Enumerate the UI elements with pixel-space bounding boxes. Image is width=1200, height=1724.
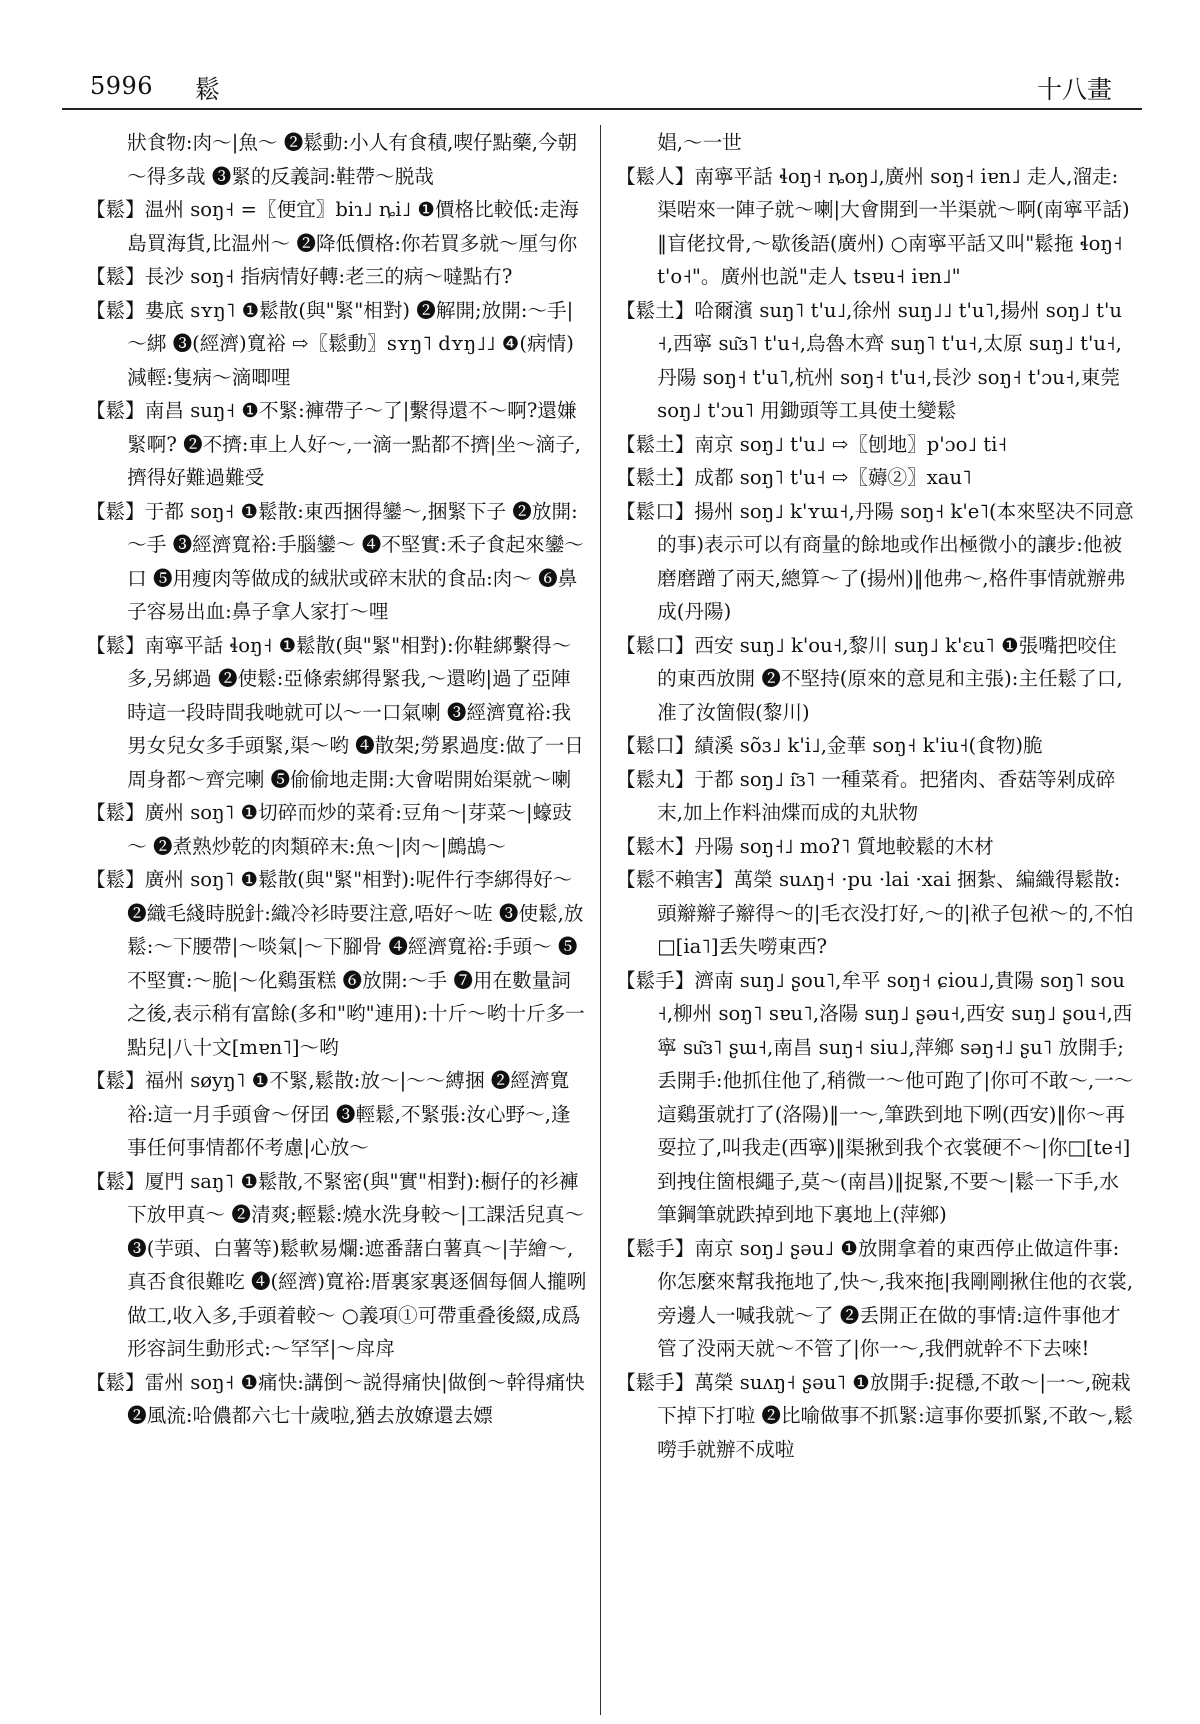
dictionary-entry: 【鬆口】績溪 sõɜ˩ k'i˩,金華 soŋ˧ k'iu˧(食物)脆 [616, 734, 1043, 757]
dictionary-entry: 【鬆】長沙 soŋ˧ 指病情好轉:老三的病～噠點冇? [86, 265, 513, 288]
dictionary-entry: 【鬆】于都 soŋ˧ ❶鬆散:東西捆得鑾～,捆緊下子 ❷放開:～手 ❸經濟寬裕:手腦鑾～ ❹不堅實:禾子食起來鑾～口 ❺用瘦肉等做成的絨狀或碎末狀的食品:肉～ ❻鼻子容易出血:鼻子拿人家打～哩 [86, 499, 584, 623]
dictionary-entry: 【鬆丸】于都 soŋ˩ i͂ɜ˥ 一種菜肴。把猪肉、香菇等剁成碎末,加上作料油煠而成的丸狀物 [616, 767, 1116, 824]
dictionary-entry: 【鬆口】西安 suŋ˩ k'ou˧,黎川 suŋ˩ k'ɛu˥ ❶張嘴把咬住的東西放開 ❷不堅持(原來的意見和主張):主任鬆了口,准了汝箇假(黎川) [616, 633, 1123, 724]
dictionary-entry: 【鬆土】南京 soŋ˩ t'u˩ ⇨〖刨地〗p'ɔo˩ ti˧ [616, 432, 1008, 456]
column-divider [600, 125, 601, 1715]
dictionary-entry: 【鬆木】丹陽 soŋ˧˩ moʔ˥ 質地較鬆的木材 [616, 834, 994, 858]
dictionary-entry: 【鬆不賴害】萬榮 suʌŋ˧ ·pu ·lai ·xai 捆紮、編織得鬆散:頭辮辮子辮得～的|毛衣没打好,～的|袱子包袱～的,不怕□[ia˥]丢失嘮東西? [616, 868, 1134, 958]
dictionary-entry: 【鬆】南昌 suŋ˧ ❶不緊:褲帶子～了|繫得還不～啊?還嫌緊啊? ❷不擠:車上人好～,一滴一點都不擠|坐～滴子,擠得好難過難受 [86, 399, 582, 489]
dictionary-entry: 【鬆手】濟南 suŋ˩ ʂou˥,牟平 soŋ˧ ɕiou˩,貴陽 soŋ˥ sou˧,柳州 soŋ˥ sɐu˥,洛陽 suŋ˩ ʂəu˧,西安 suŋ˩ ʂou˧,西寧 su͂ɜ˥ ʂɯ˧,南昌 suŋ˧ siu˩,萍鄉 səŋ˧˩ ʂu˥ 放開手;丢開手:他抓住他了,稍微一～他可跑了|你可不敢～,一～這鷄蛋就打了(洛陽)‖一～,筆跌到地下咧(西安)‖你～再耍拉了,叫我走(西寧)‖渠揪到我个衣裳硬不～|你□[te˧]到拽住箇根繩子,莫～(南昌)‖捉緊,不要～|鬆一下手,水筆鋼筆就跌掉到地下裏地上(萍鄉) [616, 968, 1134, 1226]
left-column [86, 126, 588, 1433]
dictionary-entry: 【鬆】福州 søyŋ˥ ❶不緊,鬆散:放～|～～縛捆 ❷經濟寬裕:這一月手頭會～伢囝 ❸輕鬆,不緊張:汝心野～,逢事任何事情都伓考慮|心放～ [86, 1069, 571, 1159]
dictionary-entry: 【鬆】廣州 soŋ˥ ❶鬆散(與"緊"相對):呢件行李綁得好～ ❷織毛綫時脱針:織冷衫時要注意,唔好～咗 ❸使鬆,放鬆:～下腰帶|～啖氣|～下腳骨 ❹經濟寬裕:手頭～ ❺不堅實:～脆|～化鷄蛋糕 ❻放開:～手 ❼用在數量詞之後,表示稍有富餘(多和"哟"連用):十斤～哟十斤多一點兒|八十文[mɐn˥]～哟 [86, 868, 585, 1059]
head-character: 鬆 [195, 75, 221, 104]
dictionary-entry: 【鬆】婁底 sʏŋ˥ ❶鬆散(與"緊"相對) ❷解開;放開:～手|～綁 ❸(經濟)寬裕 ⇨〖鬆動〗sʏŋ˥ dʏŋ˩˩ ❹(病情)減輕:隻病～滴唧哩 [86, 298, 574, 389]
dictionary-entry: 【鬆口】揚州 soŋ˩ k'ʏɯ˧,丹陽 soŋ˧ k'e˥(本來堅决不同意的事)表示可以有商量的餘地或作出極微小的讓步:他被磨磨蹭了兩天,總算～了(揚州)‖他弗～,格件事情就辦弗成(丹陽) [616, 499, 1134, 623]
dictionary-entry: 【鬆土】哈爾濱 suŋ˥ t'u˩,徐州 suŋ˩˩ t'u˥,揚州 soŋ˩ t'u˧,西寧 su͂ɜ˥ t'u˧,烏魯木齊 suŋ˥ t'u˧,太原 suŋ˩ t'u˧,丹陽 soŋ˧ t'u˥,杭州 soŋ˧ t'u˧,長沙 soŋ˧ t'ɔu˧,東莞 soŋ˩ t'ɔu˥ 用鋤頭等工具使土變鬆 [616, 298, 1123, 422]
stroke-count-label: 十八畫 [1036, 75, 1112, 104]
dictionary-entry: 【鬆手】萬榮 suʌŋ˧ ʂəu˥ ❶放開手:捉穩,不敢～|一～,碗栽下掉下打啦 ❷比喻做事不抓緊:這事你要抓緊,不敢～,鬆嘮手就辦不成啦 [616, 1370, 1134, 1461]
dictionary-entry: 【鬆】雷州 soŋ˧ ❶痛快:講倒～説得痛快|做倒～幹得痛快 ❷風流:哈儂都六七十歲啦,猶去放嫽還去嫖 [86, 1370, 585, 1427]
dictionary-entry: 娼,～一世 [657, 131, 742, 154]
dictionary-entry: 【鬆】南寧平話 ɬoŋ˧ ❶鬆散(與"緊"相對):你鞋綁繫得～多,另綁過 ❷使鬆:亞條索綁得緊我,～還哟|過了亞陣時這一段時間我哋就可以～一口氣喇 ❸經濟寬裕:我男女兒女多手頭緊,渠～哟 ❹散架;勞累過度:做了一日周身都～齊完喇 ❺偷偷地走開:大會啱開始渠就～喇 [86, 633, 584, 791]
page-header [62, 62, 1142, 106]
dictionary-entry: 狀食物:肉～|魚～ ❷鬆動:小人有食積,喫仔點藥,今朝～得多哉 ❸緊的反義詞:鞋帶～脱哉 [127, 131, 578, 188]
dictionary-entry: 【鬆手】南京 soŋ˩ ʂəu˩ ❶放開拿着的東西停止做這件事:你怎麼來幫我拖地了,快～,我來拖|我剛剛揪住他的衣裳,旁邊人一喊我就～了 ❷丢開正在做的事情:這件事他才管了没兩天就～不管了|你一～,我們就幹不下去唻! [616, 1236, 1134, 1360]
header-rule [62, 108, 1142, 110]
dictionary-entry: 【鬆】厦門 saŋ˥ ❶鬆散,不緊密(與"實"相對):橱仔的衫褲下放甲真～ ❷清爽;輕鬆:燒水洗身較～|工課活兒真～ ❸(芋頭、白薯等)鬆軟易爛:遮番藷白薯真～|芋繪～,真否食很難吃 ❹(經濟)寬裕:厝裏家裏逐個每個人攏咧做工,收入多,手頭着較～ ○義項①可帶重叠後綴,成爲形容詞生動形式:～罕罕|～戽戽 [86, 1169, 587, 1360]
right-column [616, 126, 1136, 1466]
dictionary-entry: 【鬆土】成都 soŋ˥ t'u˧ ⇨〖薅②〗xau˥ [616, 466, 972, 489]
dictionary-entry: 【鬆】廣州 soŋ˥ ❶切碎而炒的菜肴:豆角～|芽菜～|蠔豉～ ❷煮熟炒乾的肉類碎末:魚～|肉～|鷓鴣～ [86, 801, 572, 858]
page-number: 5996 [90, 72, 154, 100]
dictionary-entry: 【鬆人】南寧平話 ɬoŋ˧ ȵoŋ˩,廣州 soŋ˧ iɐn˩ 走人,溜走:渠啱來一陣子就～喇|大會開到一半渠就～啊(南寧平話)‖盲佬抆骨,～歇後語(廣州) ○南寧平話又叫"鬆拖 ɬoŋ˧ t'o˧"。廣州也説"走人 tsɐu˧ iɐn˩" [616, 164, 1130, 288]
dictionary-entry: 【鬆】温州 soŋ˧ =〖便宜〗biɿ˩ ȵi˩ ❶價格比較低:走海島買海貨,比温州～ ❷降低價格:你若買多就～厘勻你 [86, 198, 579, 255]
